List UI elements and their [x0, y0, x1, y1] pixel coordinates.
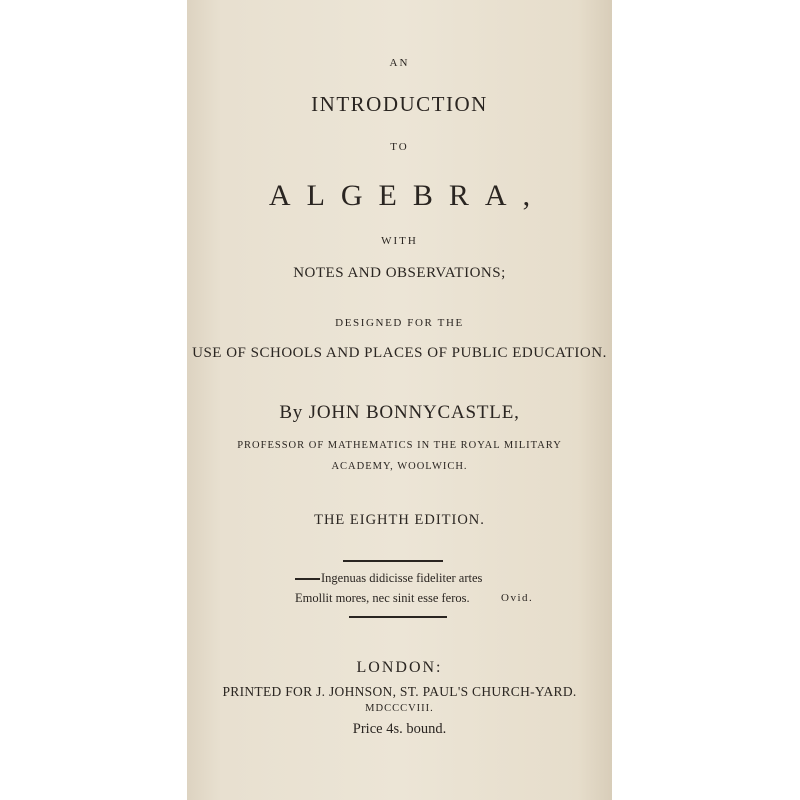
- top-rule: [343, 560, 443, 562]
- epigraph-dash: [295, 578, 320, 580]
- edition-line: THE EIGHTH EDITION.: [314, 512, 485, 528]
- bottom-rule: [349, 616, 447, 618]
- author-profession-line2: ACADEMY, WOOLWICH.: [331, 461, 468, 472]
- author-profession-line1: PROFESSOR OF MATHEMATICS IN THE ROYAL MILITARY: [237, 440, 562, 451]
- epigraph-attribution: Ovid.: [501, 592, 534, 604]
- title-to: TO: [390, 141, 409, 153]
- designed-for-line: DESIGNED FOR THE: [335, 317, 464, 329]
- subtitle-notes: NOTES AND OBSERVATIONS;: [293, 265, 506, 281]
- title-article: AN: [389, 57, 410, 69]
- imprint-year: MDCCCVIII.: [365, 703, 434, 714]
- epigraph-line1: [295, 572, 482, 585]
- use-of-schools-line: USE OF SCHOOLS AND PLACES OF PUBLIC EDUCATION.: [192, 345, 607, 361]
- title-introduction: INTRODUCTION: [311, 92, 488, 116]
- author-line: By JOHN BONNYCASTLE,: [279, 402, 520, 423]
- epigraph-line2-text: Emollit mores, nec sinit esse feros.: [295, 591, 470, 605]
- subtitle-with: WITH: [381, 235, 418, 247]
- epigraph-line2: [295, 592, 470, 605]
- epigraph-line1-text: Ingenuas didicisse fideliter artes: [321, 571, 483, 585]
- title-algebra: ALGEBRA,: [268, 179, 547, 212]
- imprint-printer: PRINTED FOR J. JOHNSON, ST. PAUL'S CHURCH-YARD.: [222, 684, 577, 699]
- title-page: [187, 0, 612, 800]
- imprint-price: Price 4s. bound.: [352, 721, 447, 737]
- imprint-city: LONDON:: [356, 659, 443, 676]
